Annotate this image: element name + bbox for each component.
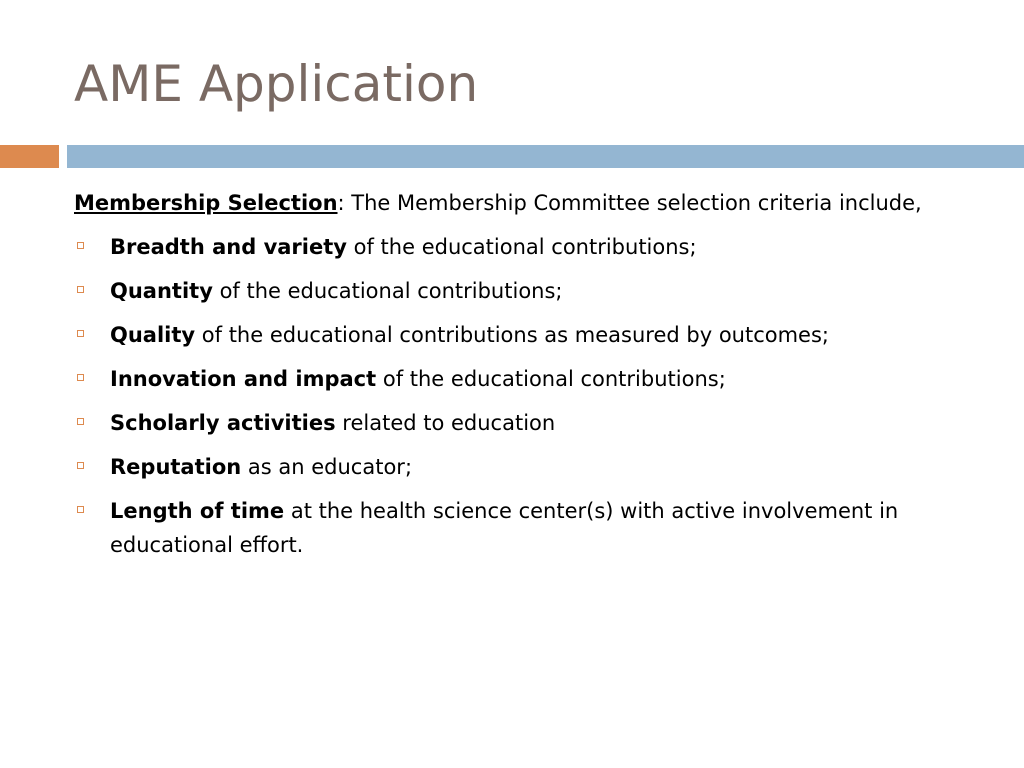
criterion-bold: Innovation and impact [110, 367, 377, 391]
list-item [74, 274, 974, 308]
intro-label: Membership Selection [74, 191, 338, 215]
criterion-text: related to education [335, 411, 556, 435]
hollow-square-bullet-icon [77, 462, 84, 469]
list-item [74, 230, 974, 264]
criterion-text: as an educator; [241, 455, 413, 479]
criteria-list [74, 230, 974, 562]
hollow-square-bullet-icon [77, 286, 84, 293]
hollow-square-bullet-icon [77, 506, 84, 513]
list-item [74, 318, 974, 352]
hollow-square-bullet-icon [77, 418, 84, 425]
criterion-text: at the health science center(s) with active involvement in educational effort. [110, 499, 899, 557]
accent-band-blue [67, 145, 1024, 168]
criterion-bold: Quality [110, 323, 196, 347]
slide-title: AME Application [74, 55, 479, 113]
criterion-bold: Quantity [110, 279, 213, 303]
criterion-bold: Scholarly activities [110, 411, 336, 435]
criterion-bold: Breadth and variety [110, 235, 347, 259]
criterion-text: of the educational contributions; [346, 235, 697, 259]
intro-text: : The Membership Committee selection criteria include, [337, 191, 922, 215]
hollow-square-bullet-icon [77, 330, 84, 337]
criterion-bold: Reputation [110, 455, 242, 479]
list-item [74, 450, 974, 484]
accent-band-orange [0, 145, 59, 168]
list-item [74, 494, 974, 562]
criterion-text: of the educational contributions as measured by outcomes; [195, 323, 829, 347]
criterion-bold: Length of time [110, 499, 285, 523]
slide-content [74, 186, 974, 572]
hollow-square-bullet-icon [77, 242, 84, 249]
criterion-text: of the educational contributions; [376, 367, 726, 391]
list-item [74, 406, 974, 440]
hollow-square-bullet-icon [77, 374, 84, 381]
list-item [74, 362, 974, 396]
intro-line [74, 186, 974, 220]
criterion-text: of the educational contributions; [212, 279, 563, 303]
